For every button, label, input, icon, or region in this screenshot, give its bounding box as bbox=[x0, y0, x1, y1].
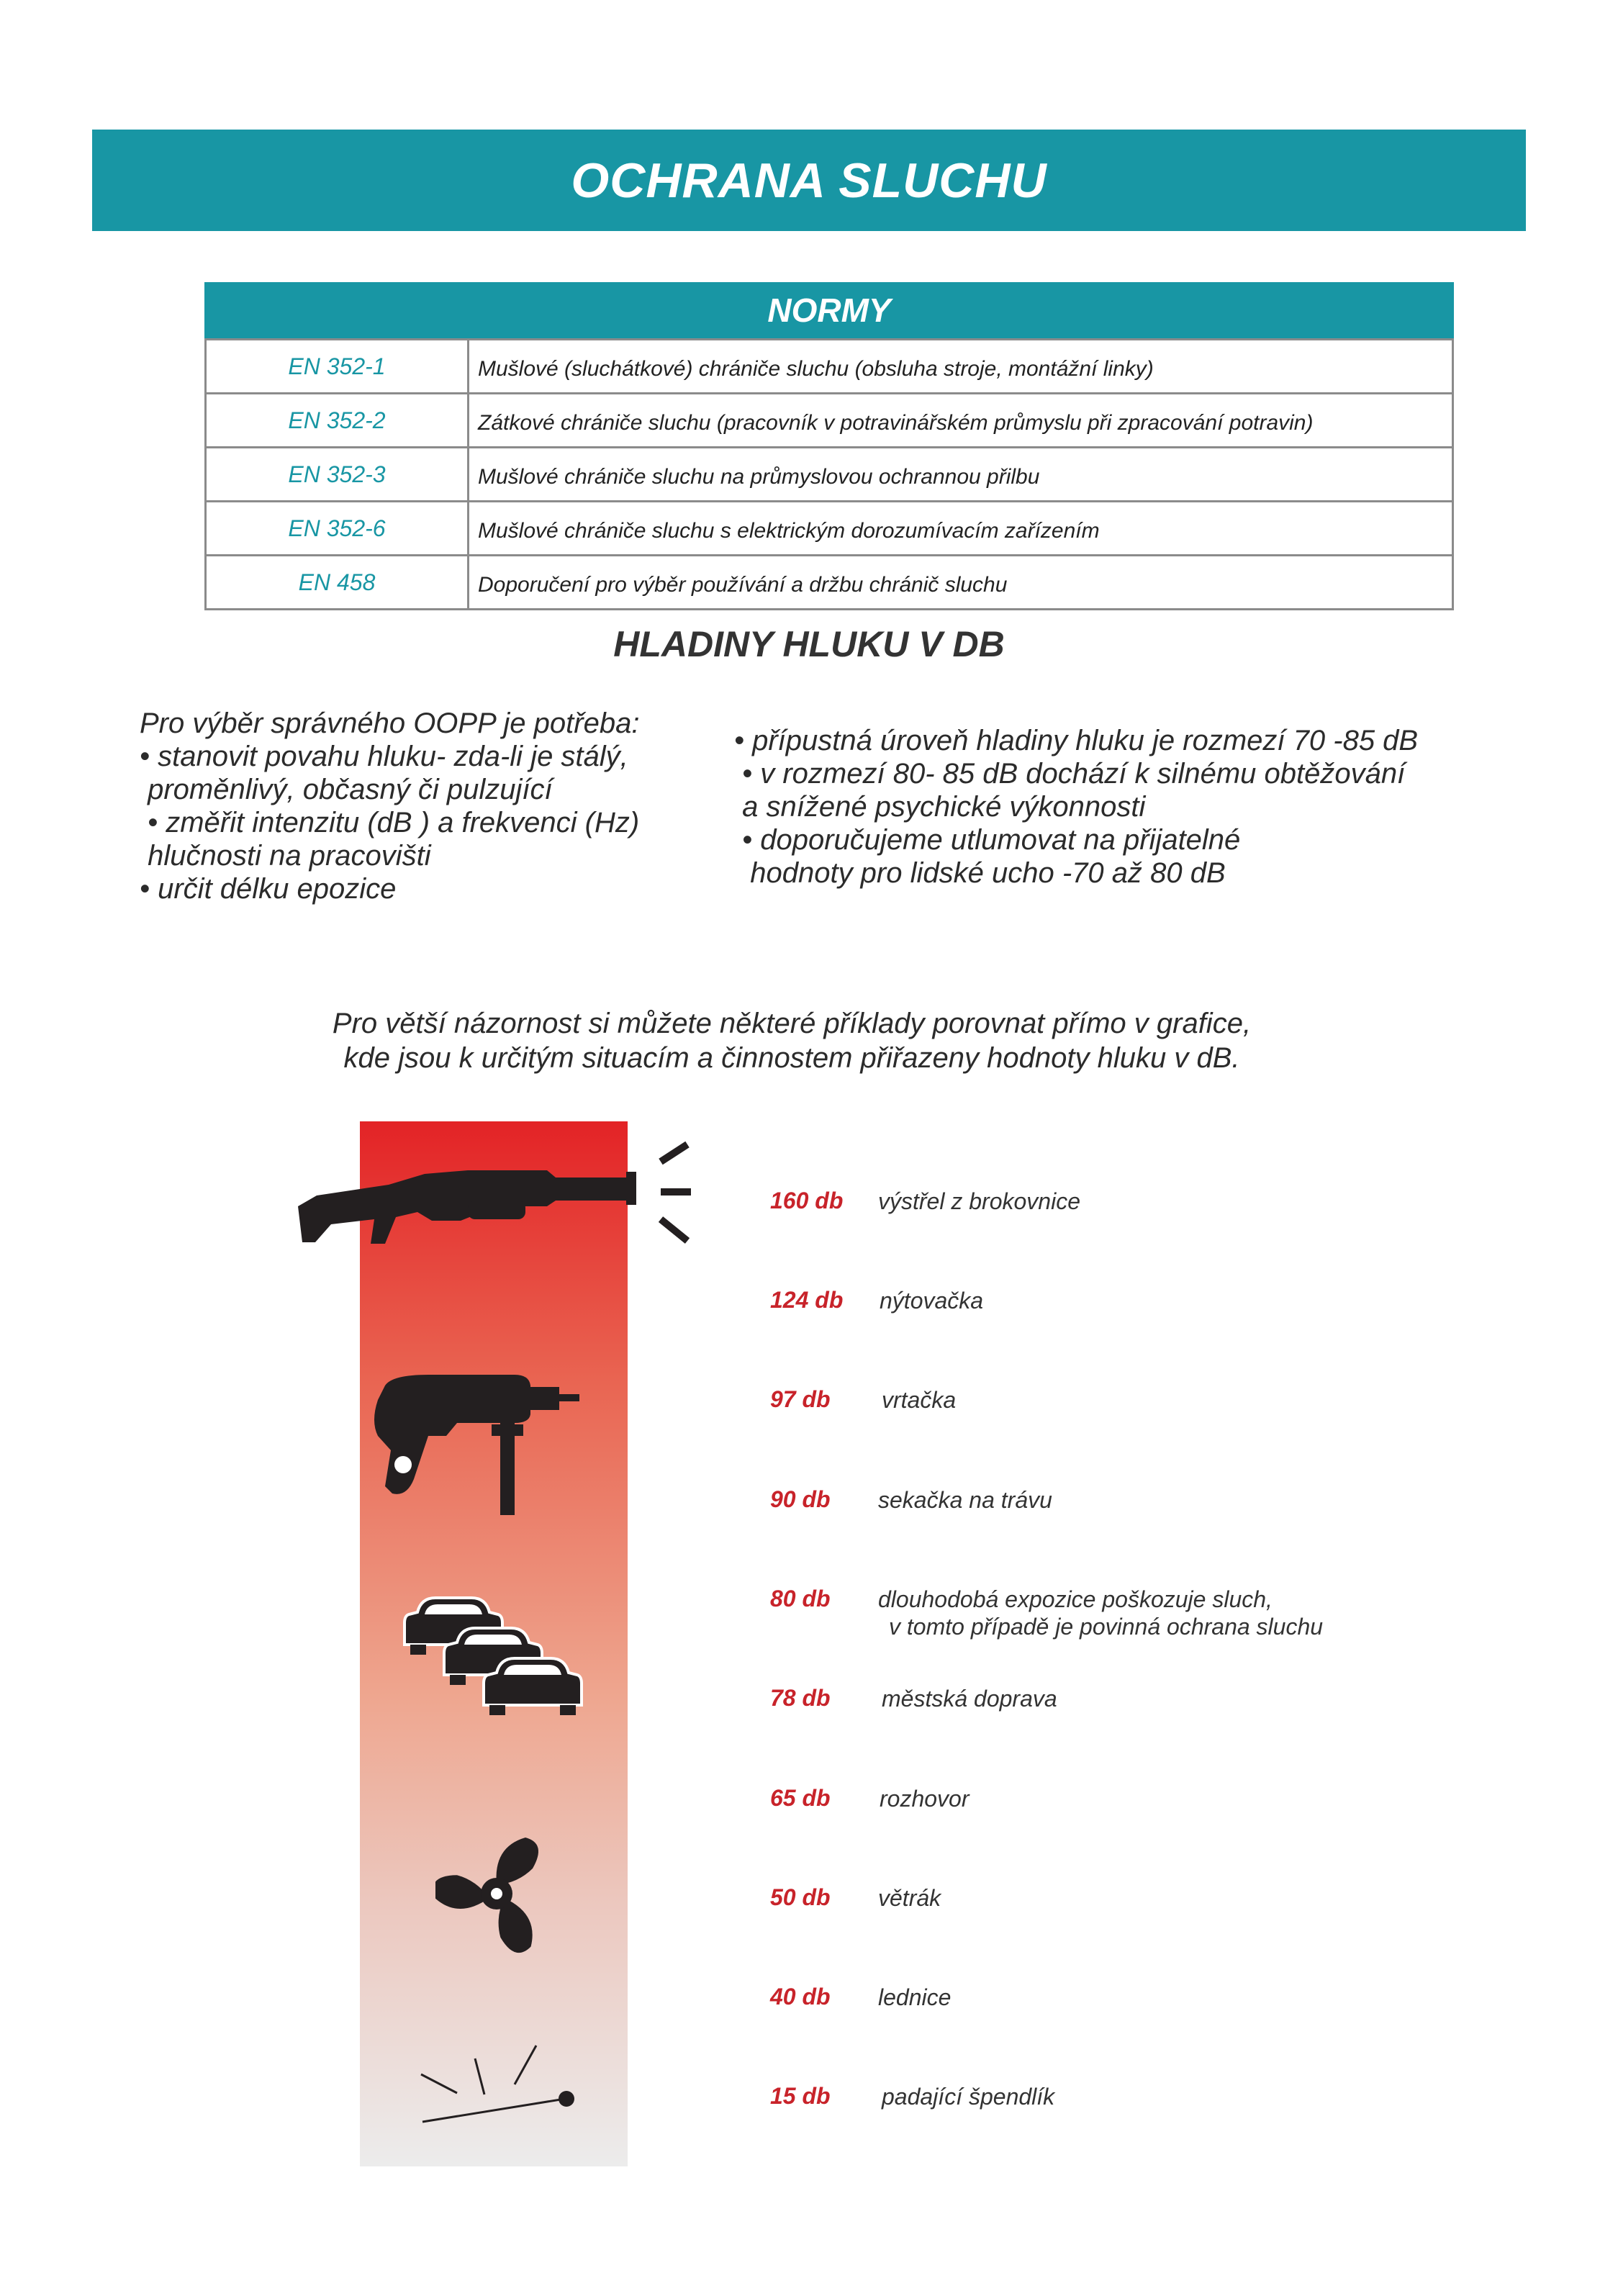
noise-source-label: nýtovačka bbox=[880, 1288, 984, 1314]
title-banner bbox=[92, 130, 1526, 231]
noise-source-label: výstřel z brokovnice bbox=[878, 1188, 1080, 1214]
table-row bbox=[206, 502, 1453, 556]
noise-source-label: vrtačka bbox=[882, 1387, 957, 1413]
norm-code: EN 352-1 bbox=[206, 340, 469, 394]
falling-pin-icon bbox=[414, 2037, 579, 2130]
norm-description: Mušlové chrániče sluchu s elektrickým dorozumívacím zařízením bbox=[469, 502, 1453, 556]
text-line: a snížené psychické výkonnosti bbox=[734, 791, 1146, 823]
db-value: 15 db bbox=[770, 2083, 831, 2109]
db-value: 78 db bbox=[770, 1685, 831, 1711]
db-value: 40 db bbox=[770, 1984, 831, 2010]
noise-source-label: rozhovor bbox=[880, 1786, 970, 1812]
noise-source-label: sekačka na trávu bbox=[878, 1487, 1052, 1513]
cars-icon bbox=[403, 1594, 590, 1738]
intro-text bbox=[0, 1006, 1583, 1075]
noise-source-label: dlouhodobá expozice poškozuje sluch, bbox=[878, 1586, 1273, 1612]
norms-heading: NORMY bbox=[204, 282, 1454, 338]
norms-rows bbox=[204, 338, 1454, 610]
noise-source-label: větrák bbox=[878, 1885, 941, 1911]
noise-source-label: padající špendlík bbox=[882, 2084, 1055, 2110]
norm-description: Mušlové chrániče sluchu na průmyslovou ochrannou přilbu bbox=[469, 448, 1453, 502]
norm-code: EN 458 bbox=[206, 556, 469, 610]
requirements-list bbox=[140, 707, 639, 905]
page-title: OCHRANA SLUCHU bbox=[571, 153, 1047, 208]
fan-icon bbox=[435, 1832, 558, 1955]
table-row bbox=[206, 448, 1453, 502]
db-value: 90 db bbox=[770, 1486, 831, 1512]
text-line: • změřit intenzitu (dB ) a frekvenci (Hz) bbox=[140, 807, 640, 839]
norm-code: EN 352-2 bbox=[206, 394, 469, 448]
table-row bbox=[206, 340, 1453, 394]
db-value: 160 db bbox=[770, 1188, 844, 1213]
norm-code: EN 352-6 bbox=[206, 502, 469, 556]
shotgun-icon bbox=[288, 1134, 705, 1257]
db-value: 124 db bbox=[770, 1287, 844, 1313]
text-line: • určit délku epozice bbox=[140, 873, 397, 905]
text-line: hodnoty pro lidské ucho -70 až 80 dB bbox=[734, 857, 1226, 889]
text-line: Pro výběr správného OOPP je potřeba: bbox=[140, 708, 640, 739]
noise-source-label: městská doprava bbox=[882, 1686, 1057, 1712]
table-row bbox=[206, 394, 1453, 448]
noise-source-label-line2: v tomto případě je povinná ochrana sluchu bbox=[889, 1614, 1324, 1640]
text-line: • přípustná úroveň hladiny hluku je rozmezí 70 -85 dB bbox=[734, 725, 1419, 756]
db-value: 80 db bbox=[770, 1586, 831, 1612]
drill-icon bbox=[363, 1371, 579, 1515]
db-value: 65 db bbox=[770, 1785, 831, 1811]
text-line: • doporučujeme utlumovat na přijatelné bbox=[734, 824, 1241, 856]
text-line: hlučnosti na pracovišti bbox=[140, 840, 431, 872]
table-row bbox=[206, 556, 1453, 610]
norm-code: EN 352-3 bbox=[206, 448, 469, 502]
noise-source-label: lednice bbox=[878, 1984, 952, 2010]
text-line: • v rozmezí 80- 85 dB dochází k silnému obtěžování bbox=[734, 758, 1406, 790]
db-value: 97 db bbox=[770, 1386, 831, 1412]
recommendations-list bbox=[734, 724, 1418, 890]
text-line: • stanovit povahu hluku- zda-li je stálý, bbox=[140, 741, 628, 772]
norms-table bbox=[204, 282, 1454, 610]
text-line: proměnlivý, občasný či pulzující bbox=[140, 774, 553, 805]
norm-description: Zátkové chrániče sluchu (pracovník v potravinářském průmyslu při zpracování potravin) bbox=[469, 394, 1453, 448]
levels-title: HLADINY HLUKU V DB bbox=[613, 624, 1005, 664]
text-line: Pro větší názornost si můžete některé příklady porovnat přímo v grafice, bbox=[332, 1008, 1252, 1039]
norm-description: Doporučení pro výběr používání a držbu chránič sluchu bbox=[469, 556, 1453, 610]
norm-description: Mušlové (sluchátkové) chrániče sluchu (obsluha stroje, montážní linky) bbox=[469, 340, 1453, 394]
text-line: kde jsou k určitým situacím a činnostem přiřazeny hodnoty hluku v dB. bbox=[343, 1042, 1240, 1074]
db-value: 50 db bbox=[770, 1884, 831, 1910]
